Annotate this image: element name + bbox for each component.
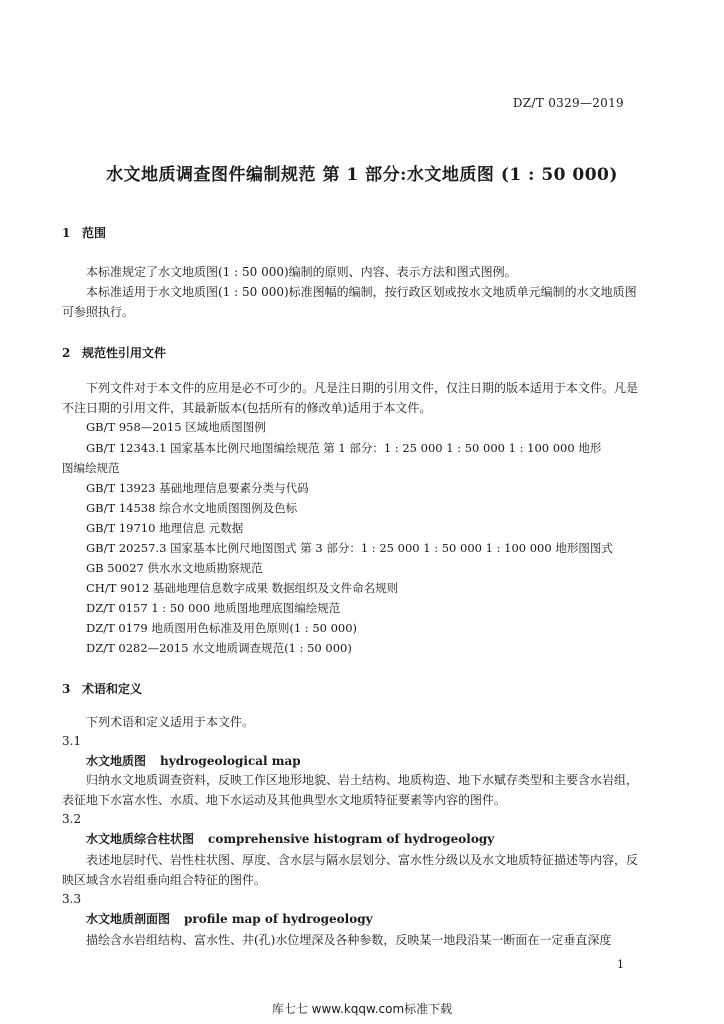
term-number: 3.1 [62,734,82,748]
section-3-heading [62,680,142,697]
term-zh: 水文地质剖面图 [86,912,171,926]
reference-item: GB/T 13923 基础地理信息要素分类与代码 [86,481,309,495]
reference-item: GB/T 19710 地理信息 元数据 [86,521,244,535]
reference-item: DZ/T 0157 1 : 50 000 地质图地理底图编绘规范 [86,601,341,615]
reference-item: DZ/T 0282—2015 水文地质调查规范(1 : 50 000) [86,641,352,655]
reference-item: CH/T 9012 基础地理信息数字成果 数据组织及文件命名规则 [86,581,399,595]
section-title: 范围 [82,226,107,240]
document-title: 水文地质调查图件编制规范 第 1 部分:水文地质图 (1 : 50 000) [106,165,618,185]
standard-code: DZ/T 0329—2019 [512,96,624,110]
term-number: 3.2 [62,812,82,826]
term-zh: 水文地质综合柱状图 [86,832,195,846]
term-definition: 描绘含水岩组结构、富水性、井(孔)水位埋深及各种参数，反映某一地段沿某一断面在一定垂直深度 [86,933,612,947]
reference-item: DZ/T 0179 地质图用色标准及用色原则(1 : 50 000) [86,621,358,635]
term-heading [86,830,494,847]
section-number: 1 [62,226,71,240]
reference-item: GB/T 12343.1 国家基本比例尺地图编绘规范 第 1 部分：1 : 25 000 1 : 50 000 1 : 100 000 地形 [86,441,602,455]
term-zh: 水文地质图 [86,754,147,768]
section-2-heading [62,344,166,361]
reference-item: GB 50027 供水水文地质勘察规范 [86,561,263,575]
reference-item: GB/T 20257.3 国家基本比例尺地图图式 第 3 部分：1 : 25 000 1 : 50 000 1 : 100 000 地形图图式 [86,541,613,555]
section-title: 术语和定义 [82,682,143,696]
page-number: 1 [617,958,624,971]
term-en: hydrogeological map [160,754,301,768]
footer-watermark: 库七七 www.kqqw.com标准下载 [271,1002,453,1016]
reference-item: GB/T 14538 综合水文地质图图例及色标 [86,501,298,515]
reference-item-continued: 图编绘规范 [62,461,120,475]
paragraph: 下列术语和定义适用于本文件。 [86,715,255,729]
paragraph: 本标准规定了水文地质图(1 : 50 000)编制的原则、内容、表示方法和图式图例。 [86,265,517,279]
section-title: 规范性引用文件 [82,346,167,360]
term-definition: 归纳水文地质调查资料，反映工作区地形地貌、岩土结构、地质构造、地下水赋存类型和主要含水岩组，表征地下水富水性、水质、地下水运动及其他典型水文地质特征要素等内容的图件。 [62,773,639,807]
paragraph: 本标准适用于水文地质图(1 : 50 000)标准图幅的编制，按行政区划或按水文地质单元编制的水文地质图可参照执行。 [62,285,637,319]
section-number: 3 [62,682,71,696]
term-definition: 表述地层时代、岩性柱状图、厚度、含水层与隔水层划分、富水性分级以及水文地质特征描述等内容，反映区域含水岩组垂向组合特征的图件。 [62,853,639,887]
term-number: 3.3 [62,892,82,906]
paragraph: 下列文件对于本文件的应用是必不可少的。凡是注日期的引用文件，仅注日期的版本适用于本文件。凡是不注日期的引用文件，其最新版本(包括所有的修改单)适用于本文件。 [62,381,639,415]
term-en: comprehensive histogram of hydrogeology [208,832,495,846]
term-heading [86,752,301,769]
reference-item: GB/T 958—2015 区域地质图图例 [86,420,266,434]
term-en: profile map of hydrogeology [184,912,373,926]
term-heading [86,910,373,927]
section-number: 2 [62,346,71,360]
section-1-heading [62,224,106,241]
